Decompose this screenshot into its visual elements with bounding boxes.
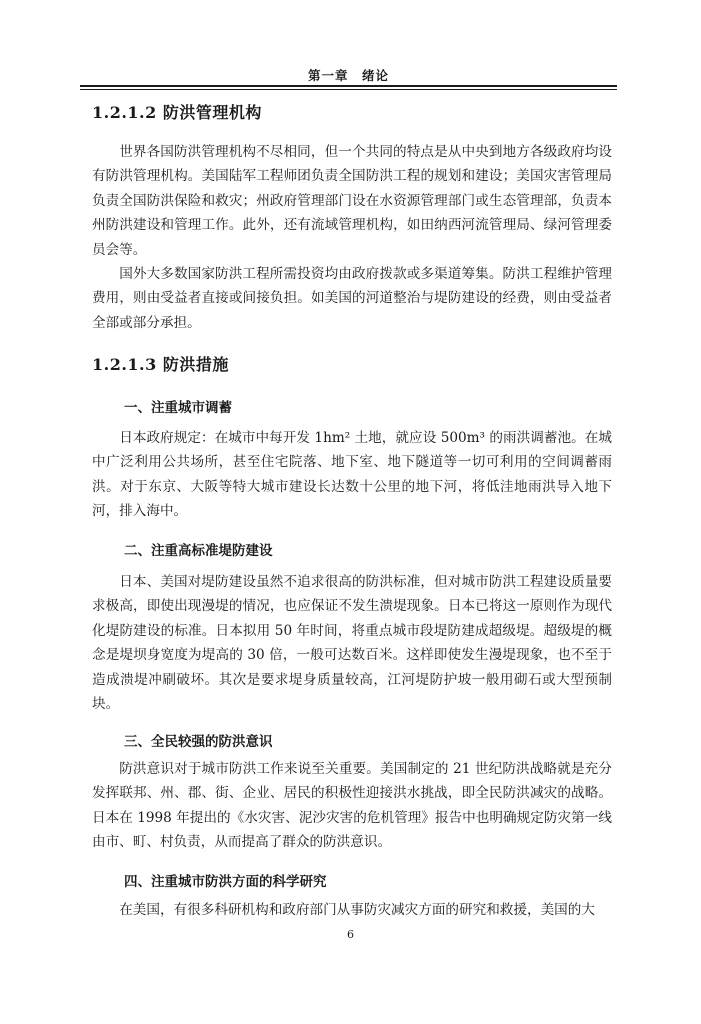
page-number: 6 (347, 928, 354, 941)
paragraph-scientific-research: 在美国，有很多科研机构和政府部门从事防灾减灾方面的研究和救援，美国的大 (119, 902, 595, 918)
subheading-scientific-research: 四、注重城市防洪方面的科学研究 (124, 874, 327, 890)
header-rule-thin (80, 89, 617, 90)
paragraph-flood-management-agencies: 世界各国防洪管理机构不尽相同，但一个共同的特点是从中央到地方各级政府均设有防洪管理机构。美国陆军工程师团负责全国防洪工程的规划和建设；美国灾害管理局负责全国防洪保险和救灾；州政府管理部门设在水资源管理部门或生态管理部，负责本州防洪建设和管理工作。此外，还有流域管理机构，如田纳西河流管理局、绿河管理委员会等。 (92, 144, 612, 258)
running-header: 第一章 绪论 (307, 68, 389, 83)
subheading-levee-construction: 二、注重高标准堤防建设 (124, 543, 273, 559)
paragraph-flood-funding: 国外大多数国家防洪工程所需投资均由政府拨款或多渠道筹集。防洪工程维护管理费用，则由受益者直接或间接负担。如美国的河道整治与堤防建设的经费，则由受益者全部或部分承担。 (92, 266, 612, 331)
paragraph-public-awareness: 防洪意识对于城市防洪工作来说至关重要。美国制定的 21 世纪防洪战略就是充分发挥联邦、州、郡、街、企业、居民的积极性迎接洪水挑战，即全民防洪减灾的战略。日本在 1998 年提出的《水灾害、泥沙灾害的危机管理》报告中也明确规定防灾第一线由市、町、村负责，从而提高了群众的防洪意识。 (92, 761, 612, 851)
section-heading-1-2-1-2: 1.2.1.2 防洪管理机构 (92, 103, 262, 122)
header-rule-thick (80, 85, 617, 87)
subheading-urban-storage: 一、注重城市调蓄 (124, 400, 232, 416)
subheading-public-awareness: 三、全民较强的防洪意识 (124, 734, 273, 750)
paragraph-urban-storage: 日本政府规定：在城市中每开发 1hm² 土地，就应设 500m³ 的雨洪调蓄池。在城中广泛利用公共场所，甚至住宅院落、地下室、地下隧道等一切可利用的空间调蓄雨洪。对于东京、大阪等特大城市建设长达数十公里的地下河，将低洼地雨洪导入地下河，排入海中。 (92, 430, 612, 520)
paragraph-levee-construction: 日本、美国对堤防建设虽然不追求很高的防洪标准，但对城市防洪工程建设质量要求极高，即使出现漫堤的情况，也应保证不发生溃堤现象。日本已将这一原则作为现代化堤防建设的标准。日本拟用 50 年时间，将重点城市段堤防建成超级堤。超级堤的概念是堤坝身宽度为堤高的 30 倍，一般可达数百米。这样即使发生漫堤现象，也不至于造成溃堤冲刷破坏。其次是要求堤身质量较高，江河堤防护坡一般用砌石或大型预制块。 (92, 574, 612, 713)
section-heading-1-2-1-3: 1.2.1.3 防洪措施 (92, 355, 229, 374)
